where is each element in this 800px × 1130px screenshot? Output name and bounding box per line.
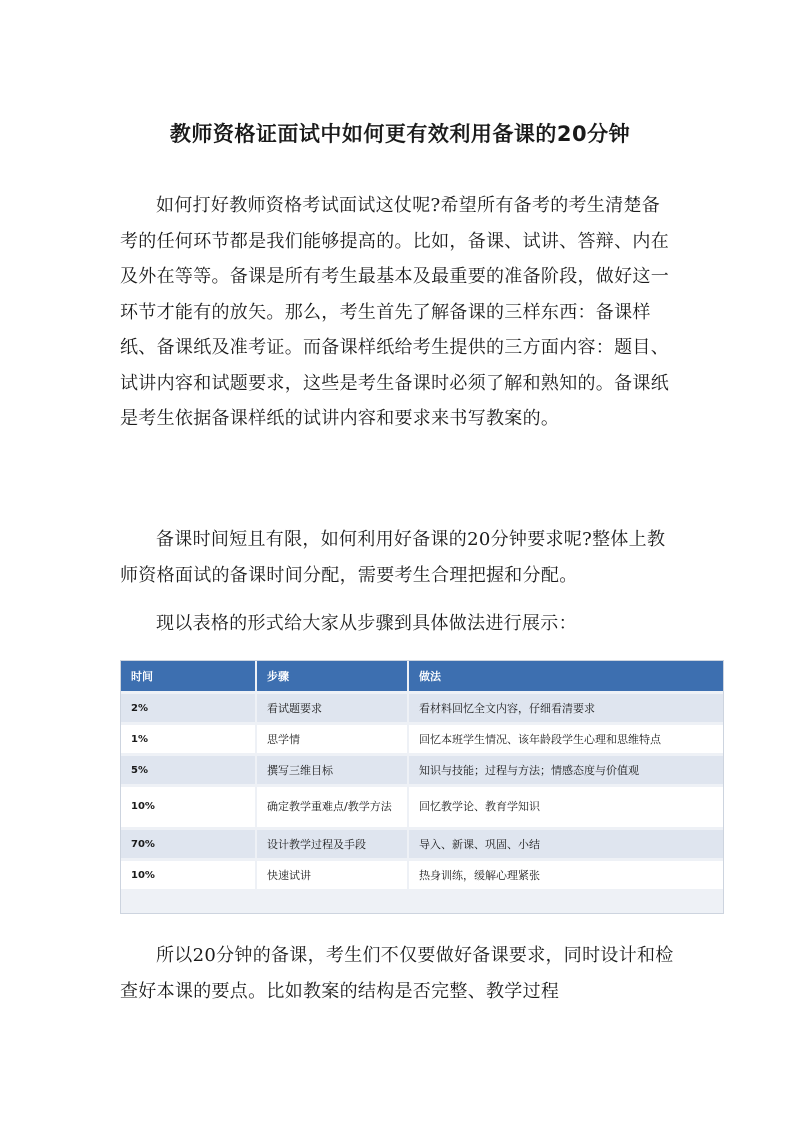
header-method: 做法 [409, 661, 723, 691]
table-header-row [121, 661, 723, 691]
cell-time: 10% [121, 861, 257, 889]
cell-method: 回忆教学论、教育学知识 [409, 787, 723, 827]
cell-step: 设计教学过程及手段 [257, 830, 409, 858]
prep-time-table [120, 660, 724, 914]
table-row [121, 694, 723, 722]
cell-method: 热身训练，缓解心理紧张 [409, 861, 723, 889]
cell-step: 确定教学重难点/教学方法 [257, 787, 409, 827]
paragraph-time: 备课时间短且有限，如何利用好备课的20分钟要求呢?整体上教师资格面试的备课时间分配，需要考生合理把握和分配。 [120, 529, 666, 586]
cell-time: 2% [121, 694, 257, 722]
cell-time: 1% [121, 725, 257, 753]
cell-method: 看材料回忆全文内容，仔细看清要求 [409, 694, 723, 722]
cell-step: 快速试讲 [257, 861, 409, 889]
table-row [121, 787, 723, 827]
cell-time: 5% [121, 756, 257, 784]
cell-method: 导入、新课、巩固、小结 [409, 830, 723, 858]
cell-time: 10% [121, 787, 257, 827]
paragraph-intro: 如何打好教师资格考试面试这仗呢?希望所有备考的考生清楚备考的任何环节都是我们能够提高的。比如，备课、试讲、答辩、内在及外在等等。备课是所有考生最基本及最重要的准备阶段，做好这一环节才能有的放矢。那么，考生首先了解备课的三样东西：备课样纸、备课纸及准考证。而备课样纸给考生提供的三方面内容：题目、试讲内容和试题要求，这些是考生备课时必须了解和熟知的。备课纸是考生依据备课样纸的试讲内容和要求来书写教案的。 [120, 195, 669, 429]
paragraph-table-intro: 现以表格的形式给大家从步骤到具体做法进行展示： [156, 613, 577, 634]
cell-step: 思学情 [257, 725, 409, 753]
page-title: 教师资格证面试中如何更有效利用备课的20分钟 [169, 122, 631, 147]
table-row [121, 756, 723, 784]
cell-method: 知识与技能；过程与方法；情感态度与价值观 [409, 756, 723, 784]
header-time: 时间 [121, 661, 257, 691]
cell-time: 70% [121, 830, 257, 858]
cell-step: 撰写三维目标 [257, 756, 409, 784]
cell-step: 看试题要求 [257, 694, 409, 722]
table-row [121, 861, 723, 889]
paragraph-conclusion: 所以20分钟的备课，考生们不仅要做好备课要求，同时设计和检查好本课的要点。比如教案的结构是否完整、教学过程 [120, 945, 674, 1002]
table-row [121, 725, 723, 753]
header-step: 步骤 [257, 661, 409, 691]
table-row [121, 830, 723, 858]
cell-method: 回忆本班学生情况、该年龄段学生心理和思维特点 [409, 725, 723, 753]
